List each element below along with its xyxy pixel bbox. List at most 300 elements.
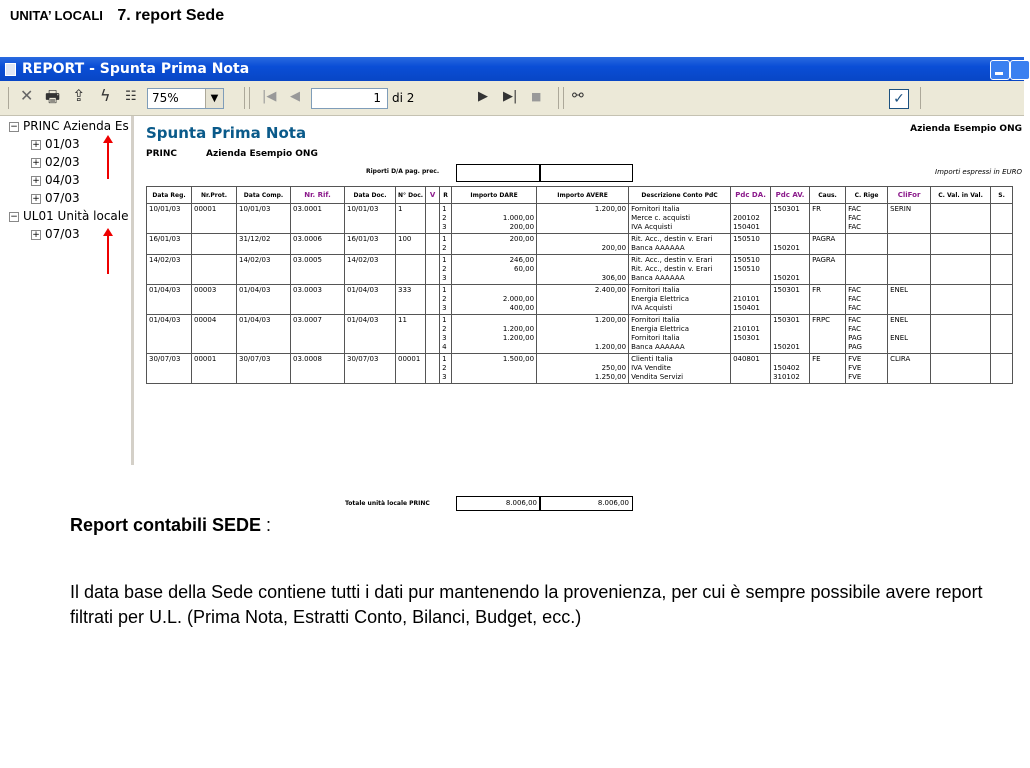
cell-line: CLIRA [890, 355, 911, 363]
toolbar-separator [558, 87, 559, 109]
cell-line: 3 [442, 334, 447, 342]
table-cell [452, 204, 537, 234]
table-row[interactable] [147, 204, 1013, 234]
cell-line [454, 244, 534, 253]
cell-line: FAC [848, 214, 861, 222]
cell-line: IVA Vendite [631, 364, 671, 372]
table-cell [396, 255, 426, 285]
cell-line: FVE [848, 355, 862, 363]
expand-icon[interactable]: + [32, 230, 40, 240]
table-cell [537, 315, 629, 354]
table-cell [426, 315, 440, 354]
table-cell [991, 285, 1013, 315]
table-row[interactable] [147, 315, 1013, 354]
cell-line [890, 373, 928, 382]
cell-line: Fornitori Italia [631, 334, 680, 342]
cell-line: ENEL [890, 316, 909, 324]
cell-line: Rit. Acc., destin v. Erari [631, 256, 713, 264]
column-header: Pdc AV. [771, 187, 810, 204]
collapse-icon[interactable]: − [10, 122, 18, 132]
column-header: S. [991, 187, 1013, 204]
cell-line: Energia Elettrica [631, 325, 690, 333]
table-cell: 30/07/03 [237, 354, 291, 384]
cell-line: 1 [442, 286, 447, 294]
report-window [0, 57, 1024, 507]
cell-line [773, 256, 807, 265]
report-company: Azienda Esempio ONG [910, 124, 1022, 134]
tree-node-label: 04/03 [45, 173, 80, 187]
table-cell [888, 204, 931, 234]
cell-line: IVA Acquisti [631, 304, 673, 312]
table-cell [537, 255, 629, 285]
report-title: Spunta Prima Nota [146, 124, 307, 142]
report-heading-strong: Report contabili SEDE [70, 515, 262, 535]
table-cell [888, 285, 931, 315]
maximize-button[interactable] [1010, 60, 1030, 80]
zoom-select[interactable] [147, 88, 224, 109]
table-cell [888, 234, 931, 255]
table-cell [426, 234, 440, 255]
cell-line [890, 214, 928, 223]
cell-line: 1.200,00 [594, 343, 627, 351]
table-cell [931, 285, 991, 315]
cell-line: 150510 [733, 235, 760, 243]
column-header: C. Val. in Val. [931, 187, 991, 204]
table-cell [731, 285, 771, 315]
cell-line [539, 334, 626, 343]
cell-line [773, 265, 807, 274]
lightning-icon[interactable]: ϟ [100, 86, 111, 105]
toolbar-separator [8, 87, 9, 109]
expand-icon[interactable]: + [32, 158, 40, 168]
page-of-label: di 2 [392, 91, 415, 105]
tree-node-ul01-0703[interactable] [31, 227, 80, 241]
table-cell: FE [810, 354, 846, 384]
table-cell [452, 285, 537, 315]
cell-line [773, 295, 807, 304]
cell-line: PAG [848, 343, 862, 351]
cell-line [454, 286, 534, 295]
table-cell [629, 255, 731, 285]
prev-page-icon[interactable]: ◀ [290, 89, 300, 104]
table-cell [440, 354, 452, 384]
last-page-icon[interactable]: ▶| [503, 89, 518, 104]
table-cell: 1 [396, 204, 426, 234]
table-row[interactable] [147, 285, 1013, 315]
table-cell [931, 354, 991, 384]
table-cell [452, 315, 537, 354]
table-cell: 16/01/03 [147, 234, 192, 255]
total-avere: 8.006,00 [539, 496, 633, 511]
red-arrow-annotation [107, 234, 109, 274]
table-cell: 03.0003 [291, 285, 345, 315]
cell-line: FAC [848, 304, 861, 312]
cell-line [890, 343, 928, 352]
cell-line: Merce c. acquisti [631, 214, 691, 222]
table-cell: 333 [396, 285, 426, 315]
cell-line: 2 [442, 244, 447, 252]
table-cell [440, 285, 452, 315]
report-page [134, 116, 1024, 507]
table-cell [931, 315, 991, 354]
cell-line [454, 373, 534, 382]
export-icon[interactable]: ⇪ [72, 86, 86, 105]
minimize-button[interactable] [990, 60, 1010, 80]
slide-section-title: 7. report Sede [117, 7, 225, 24]
cell-line: Rit. Acc., destin v. Erari [631, 265, 713, 273]
table-cell [192, 234, 237, 255]
table-cell: 01/04/03 [345, 285, 396, 315]
cell-line [848, 256, 885, 265]
table-cell: 00001 [192, 204, 237, 234]
cell-line: 150301 [773, 286, 800, 294]
table-cell [991, 204, 1013, 234]
cell-line: SERIN [890, 205, 912, 213]
description-paragraph: Il data base della Sede contiene tutti i dati pur mantenendo la provenienza, per cui è sempre possibile avere report filtrati per U.L. (Prima Nota, Estratti Conto, Bilanci, Budget, ecc.) [70, 582, 983, 627]
cell-line [773, 334, 807, 343]
table-cell [731, 234, 771, 255]
table-cell [537, 354, 629, 384]
column-header: Data Doc. [345, 187, 396, 204]
table-cell: FR [810, 204, 846, 234]
cell-line: 1 [442, 355, 447, 363]
cell-line: 040801 [733, 355, 760, 363]
table-row[interactable] [147, 234, 1013, 255]
cell-line [848, 274, 885, 283]
cell-line: 150510 [733, 265, 760, 273]
cell-line: FVE [848, 373, 862, 381]
cell-line [773, 235, 807, 244]
cell-line: 310102 [773, 373, 800, 381]
cell-line: 150301 [773, 316, 800, 324]
table-cell: 03.0008 [291, 354, 345, 384]
cell-line: 150201 [773, 343, 800, 351]
table-cell: 10/01/03 [147, 204, 192, 234]
cell-line: ENEL [890, 334, 909, 342]
table-cell [846, 354, 888, 384]
cell-line: 150510 [733, 256, 760, 264]
cell-line: FAC [848, 205, 861, 213]
cell-line: 1.200,00 [594, 205, 627, 213]
cell-line [848, 244, 885, 253]
table-row[interactable] [147, 255, 1013, 285]
riporti-label: Riporti D/A pag. prec. [366, 168, 440, 175]
cell-line: 200,00 [509, 223, 535, 231]
report-unit-code: PRINC [146, 149, 178, 159]
cell-line [733, 373, 768, 382]
checkbox-icon[interactable]: ✓ [889, 89, 909, 109]
cell-line [890, 325, 928, 334]
cell-line [890, 256, 928, 265]
cell-line [733, 316, 768, 325]
column-header: Data Comp. [237, 187, 291, 204]
next-page-icon[interactable]: ▶ [478, 89, 488, 104]
table-cell [731, 255, 771, 285]
toolbar-separator [244, 87, 245, 109]
cell-line: 2 [442, 364, 447, 372]
table-cell [991, 255, 1013, 285]
cell-line: 1 [442, 256, 447, 264]
column-header: R [440, 187, 452, 204]
column-header: Importo DARE [452, 187, 537, 204]
cell-line: IVA Acquisti [631, 223, 673, 231]
unit-tree [0, 116, 134, 465]
tree-node-0103[interactable] [31, 137, 80, 151]
cell-line: 1 [442, 316, 447, 324]
table-cell [537, 285, 629, 315]
cell-line: 150201 [773, 244, 800, 252]
cell-line [773, 325, 807, 334]
tree-node-0703[interactable] [31, 191, 80, 205]
expand-icon[interactable]: + [32, 194, 40, 204]
total-dare: 8.006,00 [456, 496, 541, 511]
table-cell [846, 204, 888, 234]
stop-icon[interactable]: ■ [531, 90, 542, 103]
print-icon[interactable]: 🖶 [45, 87, 61, 106]
table-cell [991, 234, 1013, 255]
cell-line: 1 [442, 205, 447, 213]
table-cell [771, 255, 810, 285]
table-cell [629, 204, 731, 234]
cell-line [539, 304, 626, 313]
cell-line [733, 364, 768, 373]
cell-line: FAC [848, 325, 861, 333]
cell-line: FVE [848, 364, 862, 372]
column-header: CliFor [888, 187, 931, 204]
tree-node-princ[interactable] [9, 119, 129, 133]
cell-line [733, 274, 768, 283]
table-cell: 01/04/03 [237, 315, 291, 354]
column-header: Importo AVERE [537, 187, 629, 204]
cell-line: FAC [848, 223, 861, 231]
table-cell: 03.0005 [291, 255, 345, 285]
cell-line [454, 364, 534, 373]
cell-line [454, 343, 534, 352]
cell-line: 306,00 [601, 274, 627, 282]
table-cell: 01/04/03 [147, 285, 192, 315]
cell-line: 2 [442, 265, 447, 273]
table-cell [991, 315, 1013, 354]
cell-line: 150401 [733, 304, 760, 312]
cell-line [848, 265, 885, 274]
cell-line [539, 295, 626, 304]
column-header: C. Rige [846, 187, 888, 204]
table-cell: 10/01/03 [237, 204, 291, 234]
table-cell [452, 255, 537, 285]
cell-line: Energia Elettrica [631, 295, 690, 303]
column-header: Nr. Rif. [291, 187, 345, 204]
cell-line: 1.200,00 [502, 325, 535, 333]
cell-line: 246,00 [509, 256, 535, 264]
minimize-icon [995, 72, 1003, 75]
table-cell: 00001 [192, 354, 237, 384]
cell-line: 2 [442, 325, 447, 333]
window-title: REPORT - Spunta Prima Nota [22, 61, 250, 77]
column-header: N° Doc. [396, 187, 426, 204]
toolbar-separator [563, 87, 564, 109]
column-header: Descrizione Conto PdC [629, 187, 731, 204]
cell-line: 60,00 [514, 265, 535, 273]
cell-line: 4 [442, 343, 447, 351]
close-x-icon[interactable]: ✕ [20, 86, 34, 105]
table-cell: 30/07/03 [147, 354, 192, 384]
table-cell: 10/01/03 [345, 204, 396, 234]
cell-line [454, 316, 534, 325]
table-cell [771, 354, 810, 384]
arrow-head-icon [103, 135, 113, 143]
report-currency-note: Importi espressi in EURO [935, 168, 1022, 176]
table-cell [931, 255, 991, 285]
page-number-input[interactable] [311, 88, 388, 109]
cell-line: 150401 [733, 223, 760, 231]
cell-line [773, 355, 807, 364]
cell-line: Fornitori Italia [631, 316, 680, 324]
expand-icon[interactable]: + [32, 140, 40, 150]
table-cell [452, 234, 537, 255]
cell-line [454, 205, 534, 214]
tree-node-label: 07/03 [45, 191, 80, 205]
cell-line [733, 244, 768, 253]
cell-line [539, 325, 626, 334]
tree-toggle-icon[interactable]: ☷ [125, 89, 137, 104]
toolbar-separator [249, 87, 250, 109]
zoom-value: 75% [152, 91, 179, 105]
slide-header [10, 7, 224, 25]
cell-line: 1.200,00 [502, 334, 535, 342]
table-cell [888, 255, 931, 285]
cell-line [539, 235, 626, 244]
cell-line [733, 343, 768, 352]
column-header: Data Reg. [147, 187, 192, 204]
cell-line: 2 [442, 214, 447, 222]
table-row[interactable] [147, 354, 1013, 384]
cell-line: 2.400,00 [594, 286, 627, 294]
cell-line: PAG [848, 334, 862, 342]
cell-line [539, 265, 626, 274]
tree-node-label: PRINC Azienda Es [23, 119, 129, 133]
cell-line [773, 304, 807, 313]
expand-icon[interactable]: + [32, 176, 40, 186]
cell-line: 1.200,00 [594, 316, 627, 324]
cell-line [773, 214, 807, 223]
cell-line: Rit. Acc., destin v. Erari [631, 235, 713, 243]
cell-line [890, 244, 928, 253]
cell-line: Banca AAAAAA [631, 274, 685, 282]
table-cell [991, 354, 1013, 384]
cell-line: ENEL [890, 286, 909, 294]
riporti-dare-box [456, 164, 541, 182]
table-cell: PAGRA [810, 234, 846, 255]
cell-line: Banca AAAAAA [631, 244, 685, 252]
cell-line: 150301 [733, 334, 760, 342]
cell-line: 1 [442, 235, 447, 243]
cell-line: Fornitori Italia [631, 286, 680, 294]
tree-node-ul01[interactable] [9, 209, 129, 223]
table-cell: 16/01/03 [345, 234, 396, 255]
cell-line: FAC [848, 316, 861, 324]
table-cell [846, 315, 888, 354]
cell-line: 210101 [733, 325, 760, 333]
table-cell [192, 255, 237, 285]
table-cell: 00001 [396, 354, 426, 384]
table-cell: 01/04/03 [237, 285, 291, 315]
table-cell: 01/04/03 [147, 315, 192, 354]
tree-node-0203[interactable] [31, 155, 80, 169]
cell-line: 200,00 [601, 244, 627, 252]
tree-node-label: 07/03 [45, 227, 80, 241]
first-page-icon[interactable]: |◀ [262, 89, 277, 104]
table-cell: PAGRA [810, 255, 846, 285]
cell-line [890, 295, 928, 304]
table-cell: 11 [396, 315, 426, 354]
cell-line [454, 274, 534, 283]
table-cell [629, 285, 731, 315]
table-cell [731, 354, 771, 384]
table-cell [771, 315, 810, 354]
table-cell [440, 204, 452, 234]
cell-line: 150301 [773, 205, 800, 213]
table-cell [426, 354, 440, 384]
riporti-avere-box [539, 164, 633, 182]
table-cell [440, 315, 452, 354]
table-cell: 03.0006 [291, 234, 345, 255]
table-cell: 14/02/03 [345, 255, 396, 285]
cell-line [890, 274, 928, 283]
table-cell: 03.0001 [291, 204, 345, 234]
page-current: 1 [373, 91, 381, 105]
report-header-row [147, 187, 1013, 204]
cell-line [890, 223, 928, 232]
totals-label: Totale unità locale PRINC [345, 500, 430, 507]
table-cell: 03.0007 [291, 315, 345, 354]
table-cell [629, 354, 731, 384]
cell-line: 1.500,00 [502, 355, 535, 363]
table-cell: 01/04/03 [345, 315, 396, 354]
tree-node-label: UL01 Unità locale [23, 209, 129, 223]
cell-line: 150201 [773, 274, 800, 282]
cell-line [539, 256, 626, 265]
cell-line: Banca AAAAAA [631, 343, 685, 351]
tree-node-0403[interactable] [31, 173, 80, 187]
column-header: Pdc DA. [731, 187, 771, 204]
cell-line: 250,00 [601, 364, 627, 372]
find-binoculars-icon[interactable]: ⚯ [572, 88, 584, 104]
arrow-head-icon [103, 228, 113, 236]
cell-line: 200,00 [509, 235, 535, 243]
cell-line: 150402 [773, 364, 800, 372]
tree-node-label: 01/03 [45, 137, 80, 151]
collapse-icon[interactable]: − [10, 212, 18, 222]
window-titlebar[interactable] [0, 57, 1024, 81]
table-cell [440, 255, 452, 285]
table-cell [731, 315, 771, 354]
report-toolbar [0, 81, 1024, 116]
cell-line: 3 [442, 223, 447, 231]
cell-line: Fornitori Italia [631, 205, 680, 213]
table-cell [426, 255, 440, 285]
tree-node-label: 02/03 [45, 155, 80, 169]
table-cell [629, 234, 731, 255]
table-cell: 00003 [192, 285, 237, 315]
column-header: V [426, 187, 440, 204]
table-cell [888, 354, 931, 384]
cell-line: 200102 [733, 214, 760, 222]
cell-line [539, 223, 626, 232]
table-cell [731, 204, 771, 234]
chevron-down-icon[interactable]: ▼ [205, 89, 223, 108]
table-cell [846, 285, 888, 315]
table-cell [629, 315, 731, 354]
